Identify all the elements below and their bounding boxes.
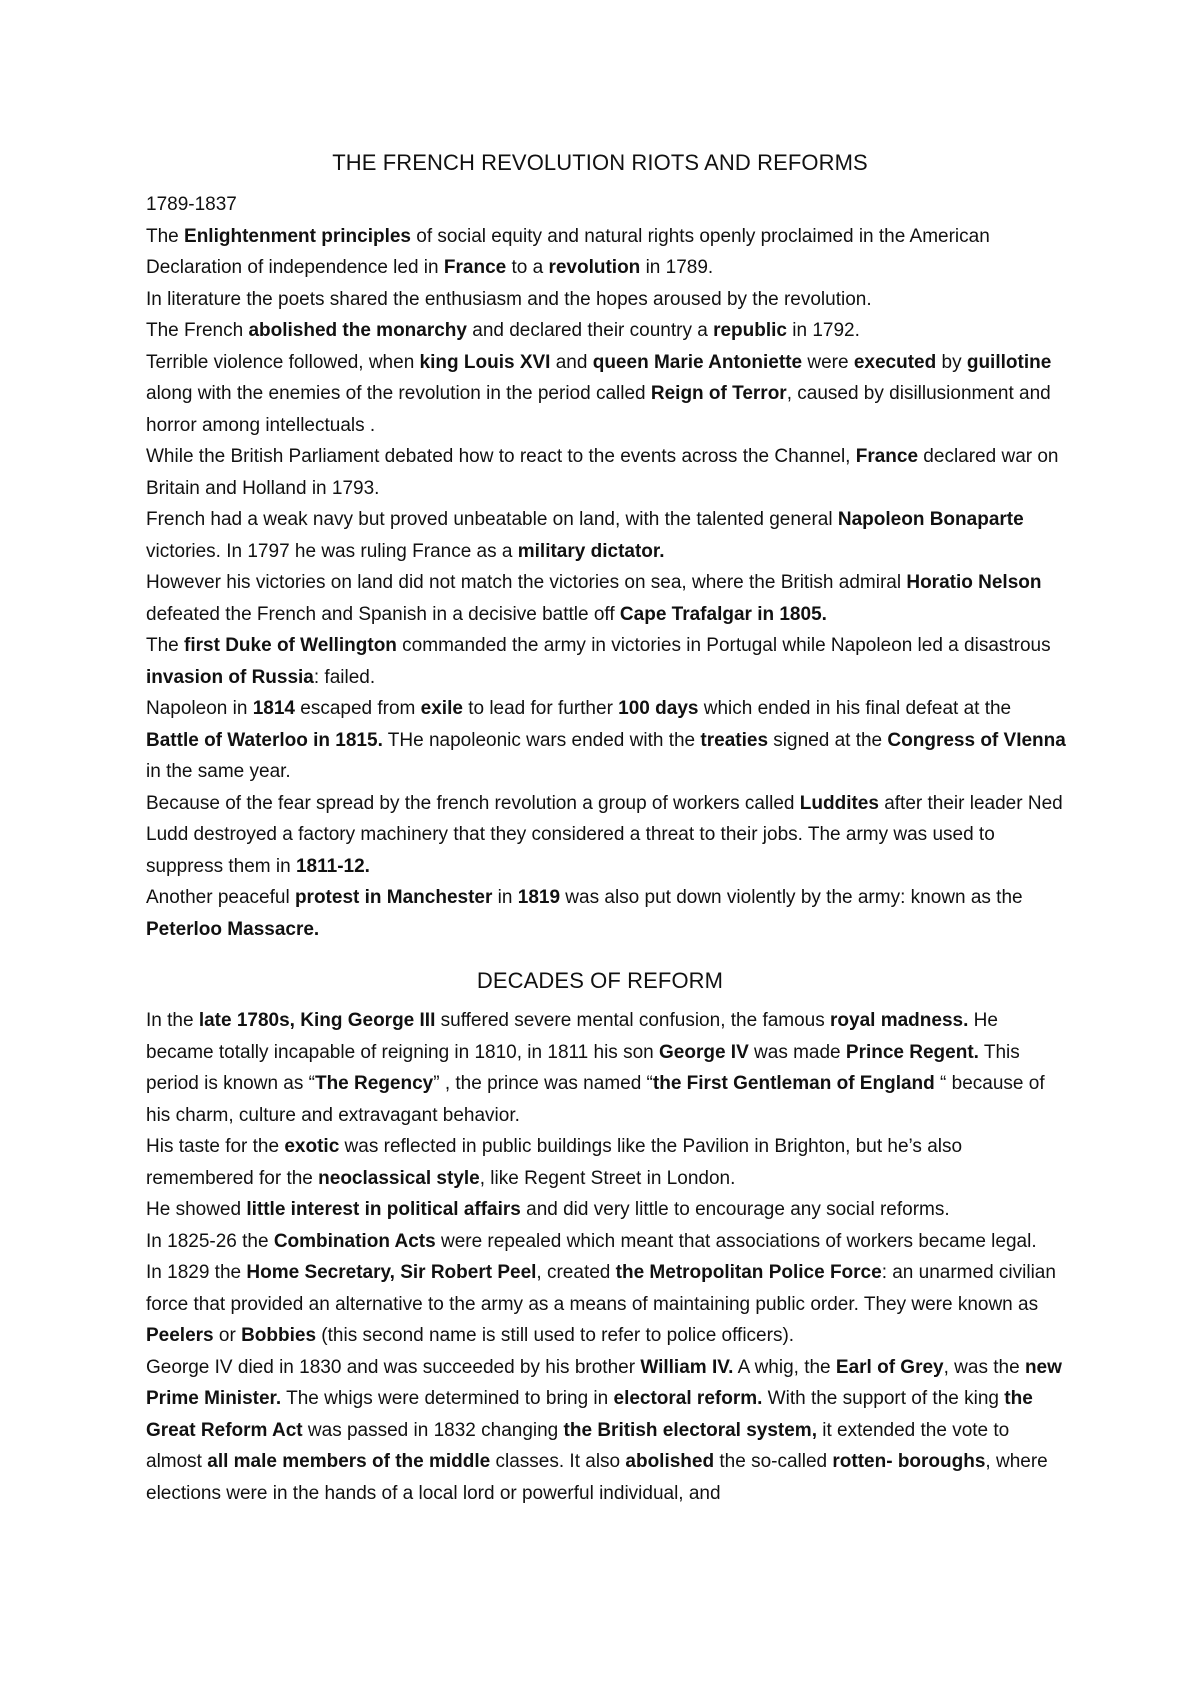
- bold-text: Cape Trafalgar in 1805.: [619, 603, 827, 625]
- bold-text: Combination Acts: [273, 1230, 436, 1252]
- bold-text: all male members of the middle: [207, 1451, 491, 1472]
- text-run: The: [146, 225, 185, 247]
- bold-text: little interest in political affairs: [246, 1199, 521, 1220]
- bold-text: republic: [713, 320, 787, 341]
- text-run: ” , the prince was named “: [433, 1073, 653, 1094]
- bold-text: France: [855, 446, 919, 467]
- text-run: Napoleon in: [146, 698, 253, 719]
- text-run: George IV died in 1830 and was succeeded by his brother: [146, 1356, 641, 1378]
- bold-text: The Regency: [314, 1073, 434, 1094]
- bold-text: executed: [853, 351, 937, 373]
- paragraph: [146, 882, 1066, 945]
- text-run: In 1829 the: [146, 1262, 247, 1283]
- text-run: and: [550, 351, 593, 373]
- text-run: along with the enemies of the revolution in the period called: [146, 383, 651, 404]
- paragraph: [146, 441, 1066, 504]
- bold-text: late 1780s, King George III: [198, 1010, 436, 1031]
- text-run: in 1789.: [640, 257, 714, 278]
- bold-text: 100 days: [618, 698, 699, 719]
- text-run: signed at the: [768, 729, 888, 751]
- bold-text: the British electoral system,: [563, 1419, 817, 1441]
- text-run: (this second name is still used to refer to police officers).: [316, 1325, 795, 1346]
- bold-text: guillotine: [966, 351, 1052, 373]
- text-run: THe napoleonic wars ended with the: [382, 729, 701, 751]
- section-body-decades-of-reform: [146, 1005, 1066, 1509]
- text-run: He showed: [146, 1199, 247, 1220]
- text-run: In 1825-26 the: [146, 1230, 274, 1252]
- section-title-french-revolution: THE FRENCH REVOLUTION RIOTS AND REFORMS: [332, 150, 868, 175]
- bold-text: revolution: [548, 257, 641, 278]
- bold-text: neoclassical style: [318, 1167, 480, 1189]
- section-title-decades-of-reform: DECADES OF REFORM: [476, 968, 724, 993]
- text-run: or: [213, 1325, 242, 1346]
- text-run: to lead for further: [462, 698, 619, 719]
- text-run: , created: [536, 1262, 616, 1283]
- text-run: escaped from: [294, 698, 421, 719]
- bold-text: abolished: [625, 1451, 715, 1472]
- text-run: victories. In 1797 he was ruling France as a: [146, 540, 518, 562]
- bold-text: exile: [420, 698, 463, 719]
- bold-text: royal madness.: [830, 1010, 969, 1031]
- text-run: by: [936, 351, 967, 373]
- text-run: His taste for the: [146, 1136, 285, 1157]
- text-run: was passed in 1832 changing: [302, 1419, 564, 1441]
- text-run: He became totally incapable of reigning in 1810, in 1811 his son: [146, 1010, 998, 1063]
- bold-text: military dictator.: [517, 540, 665, 562]
- bold-text: protest in Manchester: [294, 887, 493, 908]
- text-run: in 1792.: [786, 320, 860, 341]
- text-run: the so-called: [714, 1451, 833, 1472]
- bold-text: Battle of Waterloo in 1815.: [146, 729, 383, 751]
- bold-text: abolished the monarchy: [248, 320, 467, 341]
- bold-text: the Metropolitan Police Force: [615, 1262, 882, 1283]
- text-run: were repealed which meant that associations of workers became legal.: [435, 1230, 1037, 1252]
- section-body-french-revolution: [146, 189, 1066, 945]
- bold-text: first Duke of Wellington: [184, 635, 397, 656]
- bold-text: William IV.: [640, 1356, 734, 1378]
- paragraph: [146, 1257, 1066, 1352]
- bold-text: treaties: [700, 729, 769, 751]
- text-run: Terrible violence followed, when: [146, 351, 420, 373]
- text-run: : an unarmed civilian force that provided an alternative to the army as a means of maintaining public order. They were known as: [146, 1262, 1056, 1315]
- text-run: declared war on Britain and Holland in 1793.: [146, 446, 1059, 499]
- text-run: : failed.: [313, 666, 376, 688]
- paragraph: [146, 1005, 1066, 1131]
- bold-text: 1811-12.: [295, 855, 370, 877]
- text-run: The: [146, 635, 185, 656]
- text-run: Another peaceful: [146, 887, 295, 908]
- text-run: were: [802, 351, 854, 373]
- text-run: commanded the army in victories in Portugal while Napoleon led a disastrous: [396, 635, 1051, 656]
- paragraph: [146, 1352, 1066, 1510]
- bold-text: Congress of VIenna: [887, 729, 1066, 751]
- text-run: it extended the vote to almost: [146, 1419, 1010, 1472]
- text-run: was also put down violently by the army: known as the: [560, 887, 1023, 908]
- text-run: , caused by disillusionment and horror among intellectuals .: [146, 383, 1051, 436]
- text-run: of social equity and natural rights openly proclaimed in the American Declaration of independence led in: [146, 225, 990, 278]
- text-run: “ because of his charm, culture and extravagant behavior.: [146, 1073, 1045, 1126]
- paragraph: [146, 1131, 1066, 1194]
- bold-text: Napoleon Bonaparte: [837, 509, 1024, 530]
- bold-text: George IV: [659, 1041, 749, 1063]
- text-run: A whig, the: [733, 1356, 836, 1378]
- text-run: , where elections were in the hands of a local lord or powerful individual, and: [146, 1451, 1048, 1504]
- text-run: With the support of the king: [762, 1388, 1005, 1409]
- bold-text: king Louis XVI: [419, 351, 551, 373]
- text-run: classes. It also: [490, 1451, 626, 1472]
- text-run: However his victories on land did not match the victories on sea, where the British admiral: [146, 572, 907, 593]
- bold-text: the Great Reform Act: [146, 1388, 1033, 1441]
- paragraph: [146, 315, 1066, 347]
- bold-text: the First Gentleman of England: [652, 1073, 935, 1094]
- text-run: was made: [748, 1041, 846, 1063]
- paragraph: [146, 693, 1066, 788]
- text-run: in: [492, 887, 518, 908]
- text-run: In the: [146, 1010, 199, 1031]
- paragraph: [146, 284, 1066, 316]
- text-run: was reflected in public buildings like the Pavilion in Brighton, but he’s also remembered for the: [146, 1136, 963, 1189]
- paragraph: [146, 189, 1066, 221]
- bold-text: Home Secretary, Sir Robert Peel: [246, 1262, 537, 1283]
- bold-text: 1814: [252, 698, 295, 719]
- paragraph: [146, 504, 1066, 567]
- bold-text: Reign of Terror: [650, 383, 787, 404]
- bold-text: Luddites: [799, 792, 879, 814]
- text-run: to a: [506, 257, 549, 278]
- bold-text: rotten- boroughs: [832, 1451, 986, 1472]
- text-run: and did very little to encourage any social reforms.: [520, 1199, 950, 1220]
- text-run: which ended in his final defeat at the: [698, 698, 1012, 719]
- text-run: , like Regent Street in London.: [479, 1167, 736, 1189]
- text-run: , was the: [943, 1356, 1025, 1378]
- text-run: While the British Parliament debated how to react to the events across the Channel,: [146, 446, 856, 467]
- text-run: In literature the poets shared the enthusiasm and the hopes aroused by the revolution.: [146, 288, 872, 310]
- text-run: 1789-1837: [146, 194, 237, 215]
- paragraph: [146, 567, 1066, 630]
- text-run: This period is known as “: [146, 1041, 1020, 1094]
- paragraph: [146, 1226, 1066, 1258]
- bold-text: Peelers: [146, 1325, 214, 1346]
- paragraph: [146, 1194, 1066, 1226]
- paragraph: [146, 221, 1066, 284]
- paragraph: [146, 788, 1066, 883]
- text-run: Because of the fear spread by the french revolution a group of workers called: [146, 792, 800, 814]
- bold-text: Horatio Nelson: [906, 572, 1042, 593]
- bold-text: invasion of Russia: [146, 666, 314, 688]
- bold-text: 1819: [517, 887, 561, 908]
- bold-text: Earl of Grey: [835, 1356, 944, 1378]
- text-run: The whigs were determined to bring in: [281, 1388, 614, 1409]
- bold-text: queen Marie Antoniette: [592, 351, 803, 373]
- bold-text: Prince Regent.: [845, 1041, 979, 1063]
- bold-text: new Prime Minister.: [146, 1356, 1062, 1409]
- bold-text: Peterloo Massacre.: [146, 918, 320, 940]
- bold-text: Bobbies: [241, 1325, 317, 1346]
- text-run: defeated the French and Spanish in a decisive battle off: [146, 603, 620, 625]
- text-run: after their leader Ned Ludd destroyed a factory machinery that they considered a threat to their jobs. The army was used to suppress them in: [146, 792, 1063, 877]
- paragraph: [146, 347, 1066, 442]
- text-run: and declared their country a: [466, 320, 714, 341]
- text-run: in the same year.: [146, 761, 291, 782]
- bold-text: Enlightenment principles: [184, 225, 412, 247]
- bold-text: electoral reform.: [613, 1388, 763, 1409]
- paragraph: [146, 630, 1066, 693]
- text-run: suffered severe mental confusion, the famous: [435, 1010, 831, 1031]
- text-run: French had a weak navy but proved unbeatable on land, with the talented general: [146, 509, 838, 530]
- text-run: The French: [146, 320, 249, 341]
- bold-text: France: [443, 257, 507, 278]
- bold-text: exotic: [284, 1136, 340, 1157]
